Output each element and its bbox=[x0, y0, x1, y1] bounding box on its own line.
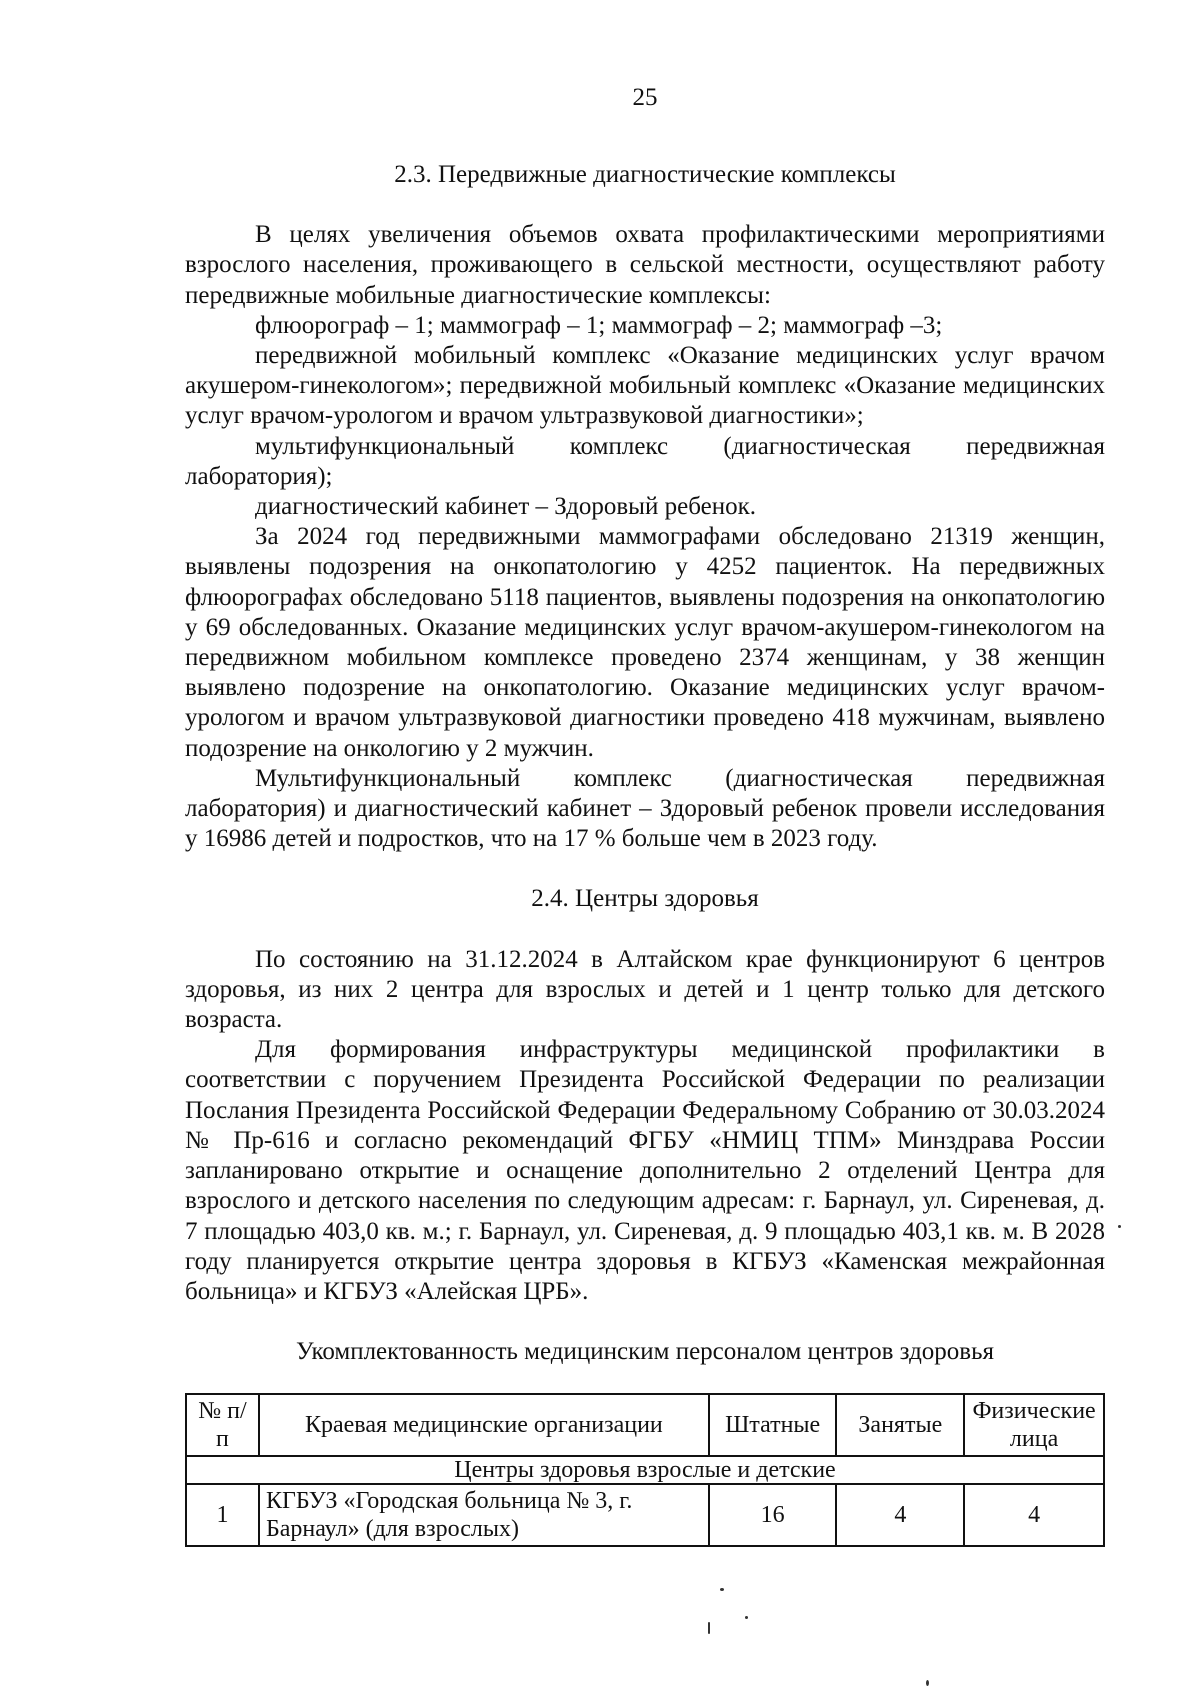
row-num: 1 bbox=[186, 1484, 259, 1546]
header-num: № п/п bbox=[186, 1394, 259, 1456]
paragraph: За 2024 год передвижными маммографами обследовано 21319 женщин, выявлены подозрения на онкопатологию у 4252 пациенток. На передвижных флюорографах обследовано 5118 пациентов, выявлены подозрения на онкопатологию у 69 обследованных. Оказание медицинских услуг врачом-акушером-гинекологом на передвижном мобильном комплексе проведено 2374 женщинам, у 38 женщин выявлено подозрение на онкопатологию. Оказание медицинских услуг врачом-урологом и врачом ультразвуковой диагностики проведено 418 мужчинам, выявлено подозрение на онкологию у 2 мужчин. bbox=[185, 523, 1105, 762]
paragraph: В целях увеличения объемов охвата профилактическими мероприятиями взрослого населения, проживающего в сельской местности, осуществляют работу передвижные мобильные диагностические комплексы: bbox=[185, 221, 1105, 309]
paragraph: мультифункциональный комплекс (диагностическая передвижная лаборатория); bbox=[185, 432, 1105, 490]
page-content bbox=[185, 160, 1105, 1547]
paragraph: флюорограф – 1; маммограф – 1; маммограф – 2; маммограф –3; bbox=[255, 311, 943, 339]
scan-speck bbox=[1118, 1225, 1121, 1228]
header-physical: Физические лица bbox=[964, 1394, 1104, 1456]
table-caption: Укомплектованность медицинским персоналом центров здоровья bbox=[295, 1338, 995, 1366]
group-label: Центры здоровья взрослые и детские bbox=[186, 1456, 1104, 1484]
page-number: 25 bbox=[632, 84, 658, 111]
table-header-row bbox=[186, 1394, 1104, 1456]
scan-speck bbox=[745, 1616, 748, 1619]
scan-speck bbox=[720, 1588, 724, 1591]
paragraph: Мультифункциональный комплекс (диагностическая передвижная лаборатория) и диагностический кабинет – Здоровый ребенок провели исследования у 16986 детей и подростков, что на 17 % больше чем в 2023 году. bbox=[185, 764, 1105, 853]
paragraph: Для формирования инфраструктуры медицинской профилактики в соответствии с поручением Президента Российской Федерации по реализации Послания Президента Российской Федерации Федеральному Собранию от 30.03.2024 № Пр-616 и согласно рекомендаций ФГБУ «НМИЦ ТПМ» Минздрава России запланировано открытие и оснащение дополнительно 2 отделений Центра для взрослого и детского населения по следующим адресам: г. Барнаул, ул. Сиреневая, д. 7 площадью 403,0 кв. м.; г. Барнаул, ул. Сиреневая, д. 9 площадью 403,1 кв. м. В 2028 году планируется открытие центра здоровья в КГБУЗ «Каменская межрайонная больница» и КГБУЗ «Алейская ЦРБ». bbox=[185, 1036, 1105, 1305]
row-org: КГБУЗ «Городская больница № 3, г. Барнаул» (для взрослых) bbox=[259, 1484, 709, 1546]
section-title-health-centers: 2.4. Центры здоровья bbox=[531, 885, 759, 913]
scan-speck bbox=[708, 1622, 710, 1634]
row-staff: 16 bbox=[709, 1484, 837, 1546]
paragraph: По состоянию на 31.12.2024 в Алтайском крае функционируют 6 центров здоровья, из них 2 центра для взрослых и детей и 1 центр только для детского возраста. bbox=[185, 945, 1105, 1034]
row-occupied: 4 bbox=[836, 1484, 964, 1546]
scan-speck bbox=[926, 1680, 929, 1686]
header-org: Краевая медицинские организации bbox=[259, 1394, 709, 1456]
header-staff: Штатные bbox=[709, 1394, 837, 1456]
table-row bbox=[186, 1484, 1104, 1546]
table-group-row bbox=[186, 1456, 1104, 1484]
staffing-table bbox=[185, 1393, 1105, 1547]
header-occupied: Занятые bbox=[836, 1394, 964, 1456]
row-physical: 4 bbox=[964, 1484, 1104, 1546]
paragraph: диагностический кабинет – Здоровый ребенок. bbox=[255, 493, 756, 521]
section-title-mobile-complexes: 2.3. Передвижные диагностические комплексы bbox=[394, 161, 896, 188]
paragraph: передвижной мобильный комплекс «Оказание медицинских услуг врачом акушером-гинекологом»; передвижной мобильный комплекс «Оказание медицинских услуг врачом-урологом и врачом ультразвуковой диагностики»; bbox=[185, 342, 1105, 430]
